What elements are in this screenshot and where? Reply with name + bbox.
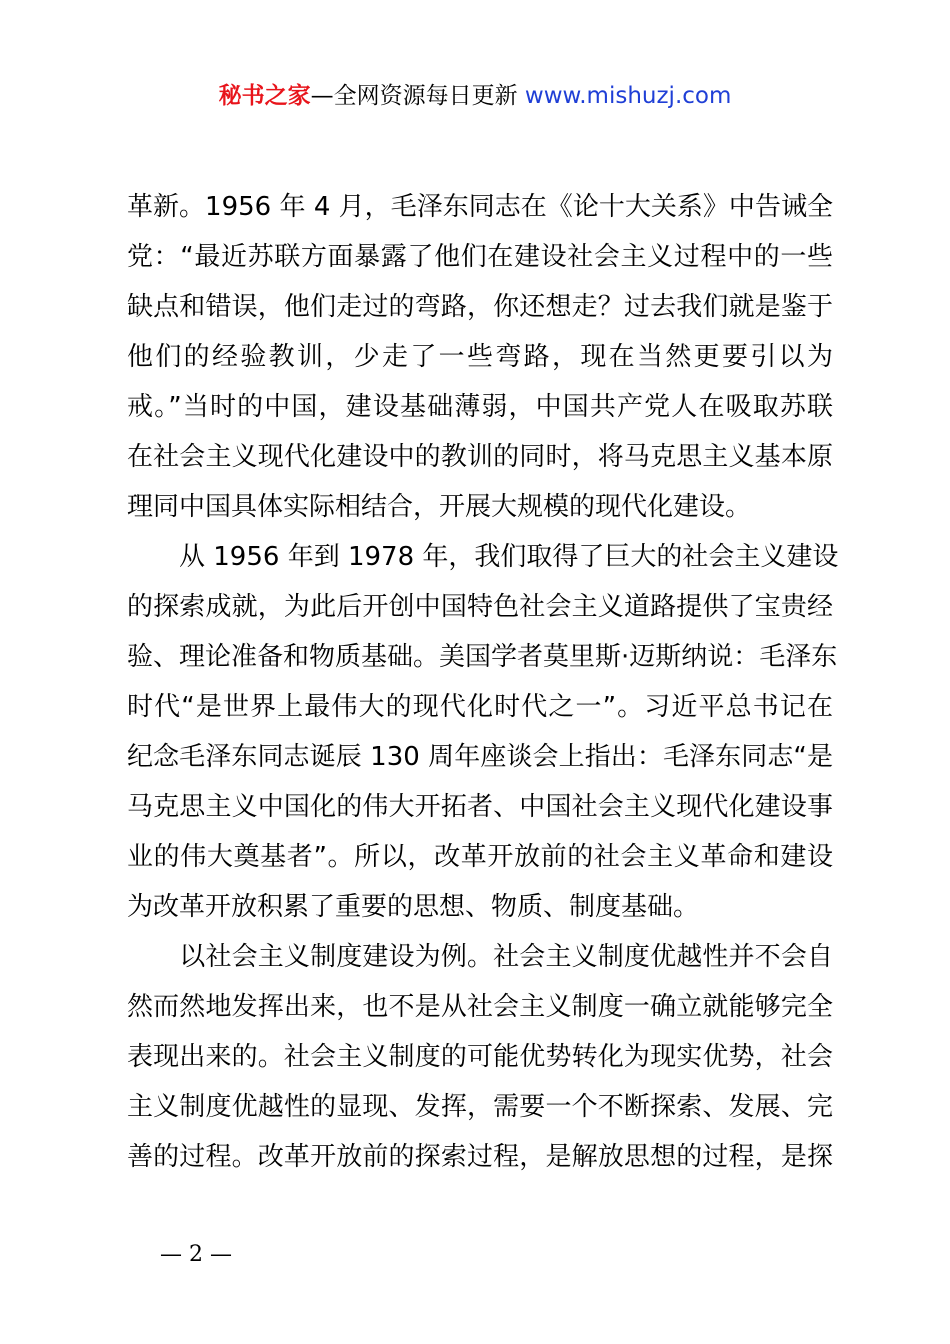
text-line: 善的过程。改革开放前的探索过程，是解放思想的过程，是探 bbox=[127, 1142, 833, 1172]
document-body bbox=[127, 182, 839, 1182]
text-line: 理同中国具体实际相结合，开展大规模的现代化建设。 bbox=[127, 492, 752, 522]
site-url-link[interactable]: www.mishuzj.com bbox=[524, 83, 732, 109]
site-tagline: —全网资源每日更新 bbox=[310, 83, 518, 109]
text-line: 然而然地发挥出来，也不是从社会主义制度一确立就能够完全 bbox=[127, 992, 833, 1022]
text-line: 为改革开放积累了重要的思想、物质、制度基础。 bbox=[127, 892, 700, 922]
text-line: 他们的经验教训，少走了一些弯路，现在当然更要引以为 bbox=[127, 342, 833, 372]
text-line: 时代“是世界上最伟大的现代化时代之一”。习近平总书记在 bbox=[127, 692, 833, 722]
text-line: 马克思主义中国化的伟大开拓者、中国社会主义现代化建设事 bbox=[127, 792, 833, 822]
text-line: 表现出来的。社会主义制度的可能优势转化为现实优势，社会 bbox=[127, 1042, 833, 1072]
text-line: 从 1956 年到 1978 年，我们取得了巨大的社会主义建设 bbox=[127, 542, 839, 572]
page-header bbox=[0, 80, 950, 112]
text-line: 在社会主义现代化建设中的教训的同时，将马克思主义基本原 bbox=[127, 442, 833, 472]
text-line: 缺点和错误，他们走过的弯路，你还想走？过去我们就是鉴于 bbox=[127, 292, 833, 322]
text-line: 的探索成就，为此后开创中国特色社会主义道路提供了宝贵经 bbox=[127, 592, 833, 622]
paragraph bbox=[127, 932, 833, 1182]
paragraph bbox=[127, 182, 833, 532]
text-line: 以社会主义制度建设为例。社会主义制度优越性并不会自 bbox=[127, 942, 833, 972]
text-line: 戒。”当时的中国，建设基础薄弱，中国共产党人在吸取苏联 bbox=[127, 392, 833, 422]
paragraph bbox=[127, 532, 839, 932]
text-line: 党：“最近苏联方面暴露了他们在建设社会主义过程中的一些 bbox=[127, 242, 833, 272]
text-line: 革新。1956 年 4 月，毛泽东同志在《论十大关系》中告诫全 bbox=[127, 192, 833, 222]
text-line: 验、理论准备和物质基础。美国学者莫里斯·迈斯纳说：毛泽东 bbox=[127, 642, 838, 672]
page-number: — 2 — bbox=[160, 1242, 232, 1267]
text-line: 主义制度优越性的显现、发挥，需要一个不断探索、发展、完 bbox=[127, 1092, 833, 1122]
site-brand: 秘书之家 bbox=[218, 83, 311, 109]
text-line: 纪念毛泽东同志诞辰 130 周年座谈会上指出：毛泽东同志“是 bbox=[127, 742, 833, 772]
text-line: 业的伟大奠基者”。所以，改革开放前的社会主义革命和建设 bbox=[127, 842, 833, 872]
